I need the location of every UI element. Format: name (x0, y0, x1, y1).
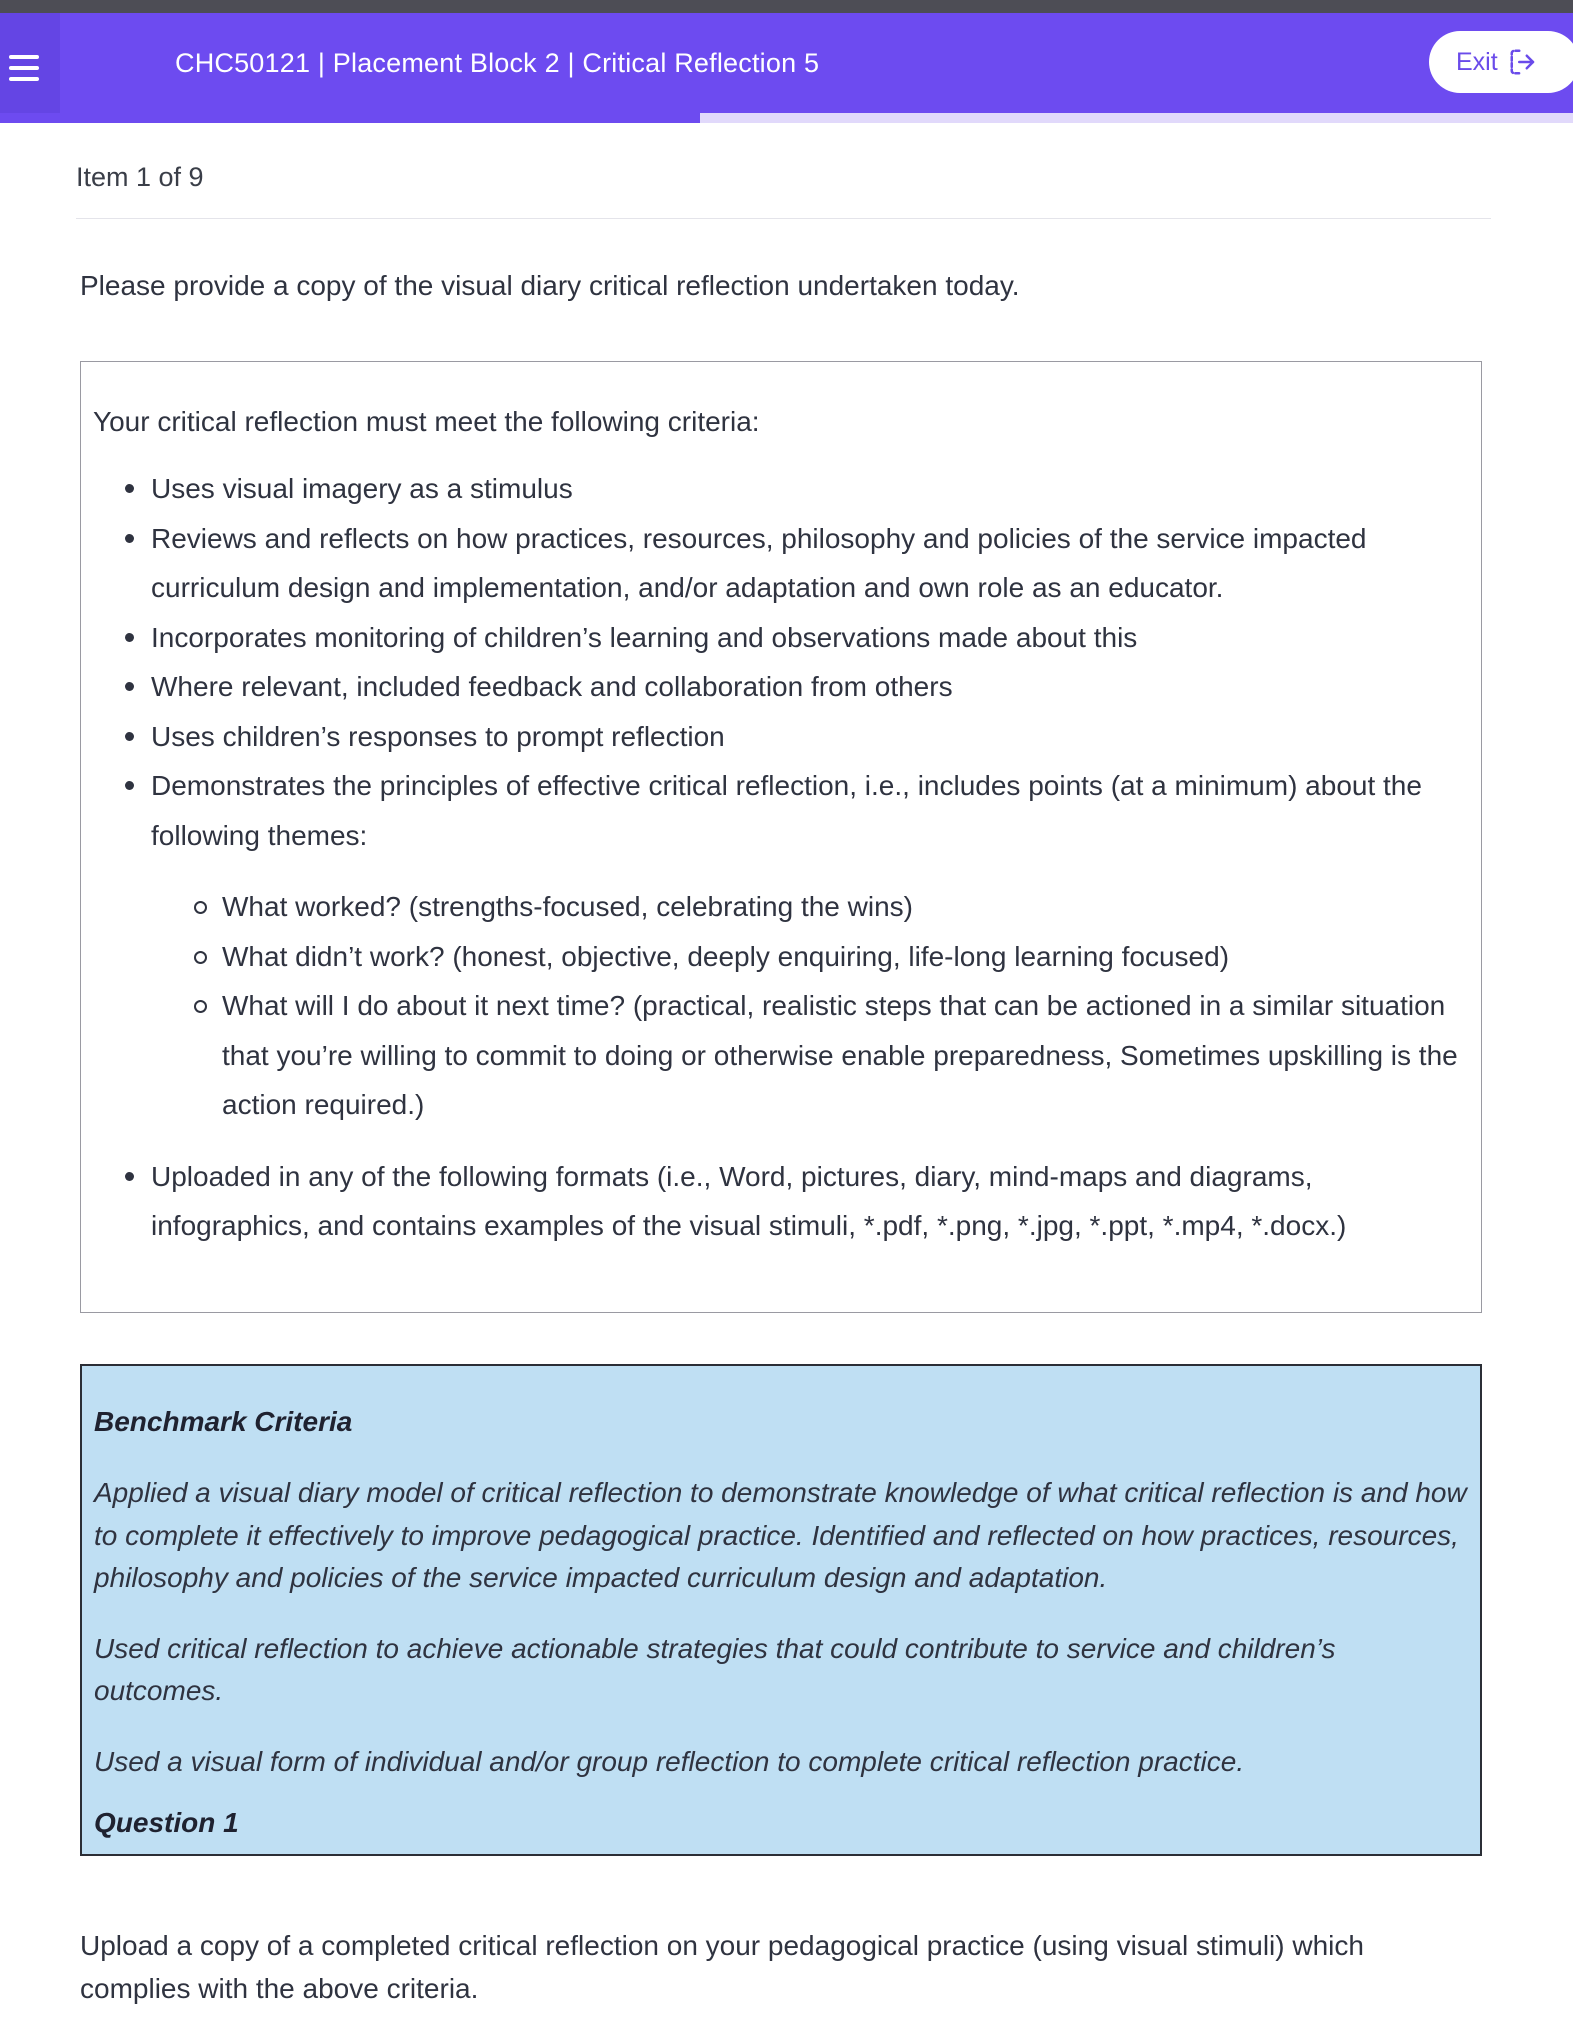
benchmark-paragraph: Used a visual form of individual and/or group reflection to complete critical reflection practice. (94, 1745, 1245, 1777)
exit-button-label: Exit (1456, 47, 1498, 76)
criteria-box (80, 361, 1482, 1313)
list-item: Reviews and reflects on how practices, resources, philosophy and policies of the service impacted curriculum design and implementation, and/or adaptation and own role as an educator. (151, 514, 1469, 613)
list-item: Uses visual imagery as a stimulus (151, 464, 1469, 514)
exit-button[interactable] (1429, 31, 1573, 93)
benchmark-paragraph: Used critical reflection to achieve actionable strategies that could contribute to service and children’s outcomes. (94, 1632, 1336, 1706)
item-counter: Item 1 of 9 (76, 162, 204, 192)
intro-text: Please provide a copy of the visual diary critical reflection undertaken today. (80, 270, 1020, 301)
theme-item: What will I do about it next time? (practical, realistic steps that can be actioned in a similar situation that you’re willing to commit to doing or otherwise enable preparedness, Sometimes upskilling is the action required.) (222, 981, 1469, 1130)
progress-bar (0, 113, 1573, 123)
theme-item: What worked? (strengths-focused, celebrating the wins) (222, 882, 1469, 932)
upload-instruction: Upload a copy of a completed critical reflection on your pedagogical practice (using visual stimuli) which complies with the above criteria. (80, 1930, 1364, 2004)
theme-item: What didn’t work? (honest, objective, deeply enquiring, life-long learning focused) (222, 932, 1469, 982)
list-item: Incorporates monitoring of children’s learning and observations made about this (151, 613, 1469, 663)
hamburger-menu-icon (9, 55, 39, 81)
themes-list (151, 882, 1469, 1130)
criteria-lead: Your critical reflection must meet the following criteria: (93, 406, 760, 437)
page-title: CHC50121 | Placement Block 2 | Critical Reflection 5 (175, 47, 820, 78)
criteria-list (93, 464, 1469, 1251)
app-header (0, 13, 1573, 123)
menu-button[interactable] (0, 13, 60, 123)
list-item: Uploaded in any of the following formats (i.e., Word, pictures, diary, mind-maps and diagrams, infographics, and contains examples of the visual stimuli, *.pdf, *.png, *.jpg, *.ppt, *.mp4, *.docx.) (151, 1152, 1469, 1251)
progress-bar-fill (0, 113, 700, 123)
list-item: Uses children’s responses to prompt reflection (151, 712, 1469, 762)
benchmark-box (80, 1364, 1482, 1856)
benchmark-title: Benchmark Criteria (94, 1406, 353, 1437)
question-label: Question 1 (94, 1807, 239, 1838)
benchmark-paragraph: Applied a visual diary model of critical reflection to demonstrate knowledge of what critical reflection is and how to complete it effectively to improve pedagogical practice. Identified and reflected on how practices, resources, philosophy and policies of the service impacted curriculum design and adaptation. (94, 1477, 1467, 1593)
list-item: Where relevant, included feedback and collaboration from others (151, 662, 1469, 712)
exit-icon (1508, 47, 1538, 77)
list-item-text: Demonstrates the principles of effective critical reflection, i.e., includes points (at a minimum) about the following themes: (151, 770, 1422, 851)
list-item (151, 761, 1469, 1130)
top-strip (0, 0, 1573, 13)
divider (76, 218, 1491, 219)
